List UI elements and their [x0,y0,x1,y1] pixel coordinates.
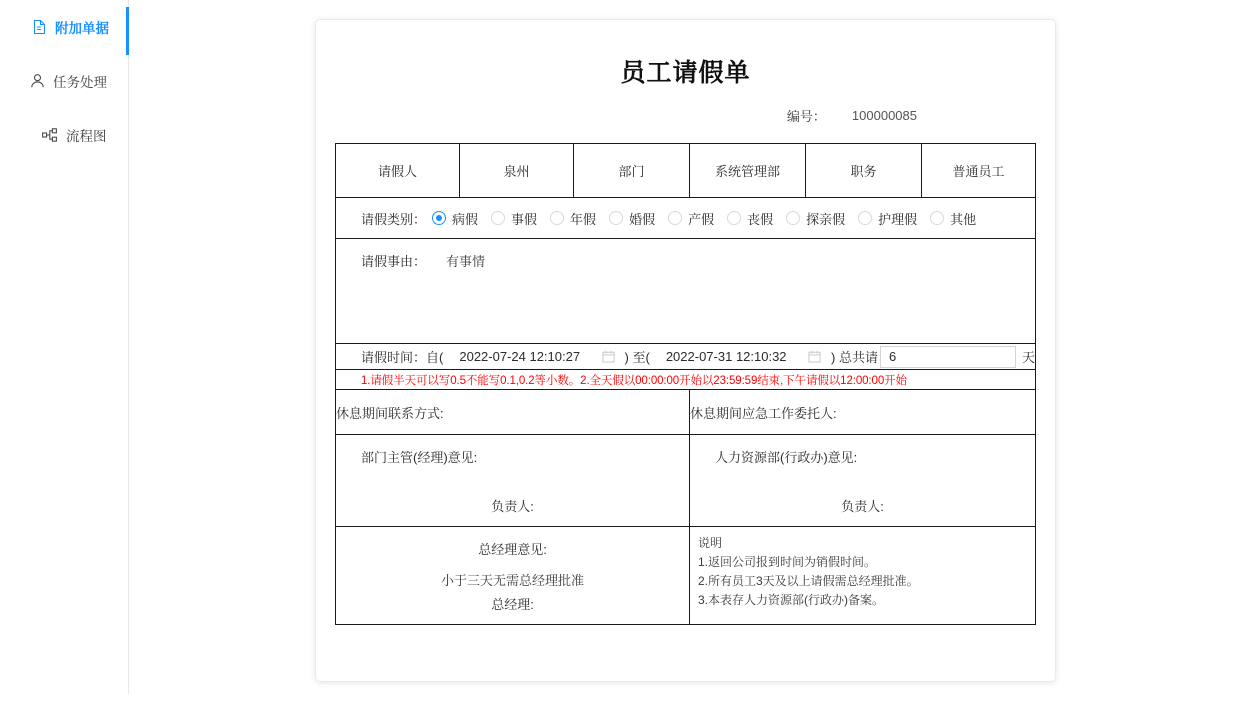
notes-block [690,527,1035,610]
leave-time-cell [336,344,1036,370]
leave-type-radio-group [336,209,1035,228]
table-row [336,390,1036,435]
department-value-cell: 系统管理部 [690,144,806,198]
reason-cell [336,239,1036,344]
total-days-input[interactable] [880,346,1016,368]
table-row [336,344,1036,370]
manager-opinion-cell [336,435,690,527]
leave-time-mid-text: ) 至( [624,350,650,365]
leave-time-from-prefix: 自( [426,350,444,365]
warning-text: 1.请假半天可以写0.5不能写0.1,0.2等小数。2.全天假以00:00:00开始以23:59:59结束,下午请假以12:00:00开始 [361,374,907,387]
radio-option-marriage[interactable] [609,209,655,228]
radio-option-other[interactable] [930,209,976,228]
manager-opinion-label: 部门主管(经理)意见: [361,450,478,465]
leave-time-row [336,346,1035,368]
leave-form-card [315,19,1056,682]
table-row [336,435,1036,527]
calendar-icon[interactable] [602,350,615,363]
applicant-label-cell: 请假人 [336,144,460,198]
radio-option-maternity[interactable] [668,209,714,228]
radio-label: 护理假 [878,211,918,227]
hr-opinion-cell [690,435,1036,527]
reason-value[interactable]: 有事情 [446,254,486,269]
radio-label: 年假 [570,211,597,227]
warning-cell [336,370,1036,390]
radio-label: 事假 [511,211,538,227]
sidebar-item-label: 流程图 [66,129,107,144]
radio-dot-icon [727,211,741,225]
radio-dot-icon [930,211,944,225]
sidebar-item-attachments[interactable] [0,0,128,54]
radio-label: 丧假 [747,211,774,227]
table-row [336,370,1036,390]
form-code-row [316,106,1055,125]
radio-label: 婚假 [629,211,656,227]
flowchart-icon [41,126,59,144]
radio-dot-icon [609,211,623,225]
main-content [129,0,1243,716]
radio-option-sick[interactable] [432,209,478,228]
position-label-cell: 职务 [806,144,922,198]
gm-opinion-label: 总经理意见: [478,542,547,557]
sidebar-item-label: 附加单据 [55,21,109,36]
leave-type-label: 请假类别： [361,211,427,227]
days-unit-label: 天 [1021,350,1035,365]
leave-type-cell [336,198,1036,239]
user-icon [28,72,46,90]
leave-time-after-text: ) 总共请 [831,350,878,365]
table-row [336,239,1036,344]
radio-dot-icon [858,211,872,225]
calendar-icon[interactable] [808,350,821,363]
leave-form-table [335,143,1036,625]
start-date-input[interactable] [445,349,622,364]
gm-opinion-note: 小于三天无需总经理批准 [440,573,584,588]
notes-line: 3.本表存人力资源部(行政办)备案。 [698,593,885,607]
reason-label: 请假事由： [361,254,427,269]
radio-option-bereavement[interactable] [727,209,773,228]
radio-dot-icon [550,211,564,225]
table-row [336,527,1036,625]
position-value-cell: 普通员工 [922,144,1036,198]
sidebar-item-flowchart[interactable] [0,108,128,162]
radio-label: 产假 [688,211,715,227]
leave-time-label: 请假时间： [361,350,427,365]
radio-label: 探亲假 [806,211,846,227]
radio-label: 病假 [452,211,479,227]
hr-opinion-label: 人力资源部(行政办)意见: [715,450,858,465]
notes-cell [690,527,1036,625]
hr-signer-label: 负责人: [841,499,884,514]
radio-option-personal[interactable] [491,209,537,228]
form-code-label: 编号： [786,109,826,124]
radio-option-family-visit[interactable] [786,209,845,228]
notes-line: 2.所有员工3天及以上请假需总经理批准。 [698,574,919,588]
reason-row [336,239,1035,270]
radio-dot-icon [432,211,446,225]
radio-label: 其他 [950,211,977,227]
notes-title: 说明 [698,536,723,550]
contact-delegate-cell: 休息期间应急工作委托人: [690,390,1036,435]
start-date-value: 2022-07-24 12:10:27 [459,349,581,364]
radio-dot-icon [491,211,505,225]
end-date-value: 2022-07-31 12:10:32 [665,349,787,364]
radio-dot-icon [786,211,800,225]
radio-option-annual[interactable] [550,209,596,228]
sidebar [0,0,129,694]
gm-opinion-cell [336,527,690,625]
gm-signer-label: 总经理: [491,597,534,612]
sidebar-item-tasks[interactable] [0,54,128,108]
manager-signer-label: 负责人: [491,499,534,514]
contact-phone-cell: 休息期间联系方式: [336,390,690,435]
department-label-cell: 部门 [574,144,690,198]
table-row [336,198,1036,239]
end-date-input[interactable] [652,349,829,364]
form-code-value: 100000085 [851,108,917,123]
sidebar-item-label: 任务处理 [53,75,107,90]
radio-dot-icon [668,211,682,225]
document-icon [30,18,48,36]
page-title: 员工请假单 [620,59,751,87]
radio-option-nursing[interactable] [858,209,917,228]
applicant-value-cell: 泉州 [460,144,574,198]
notes-line: 1.返回公司报到时间为销假时间。 [698,555,877,569]
table-row [336,144,1036,198]
